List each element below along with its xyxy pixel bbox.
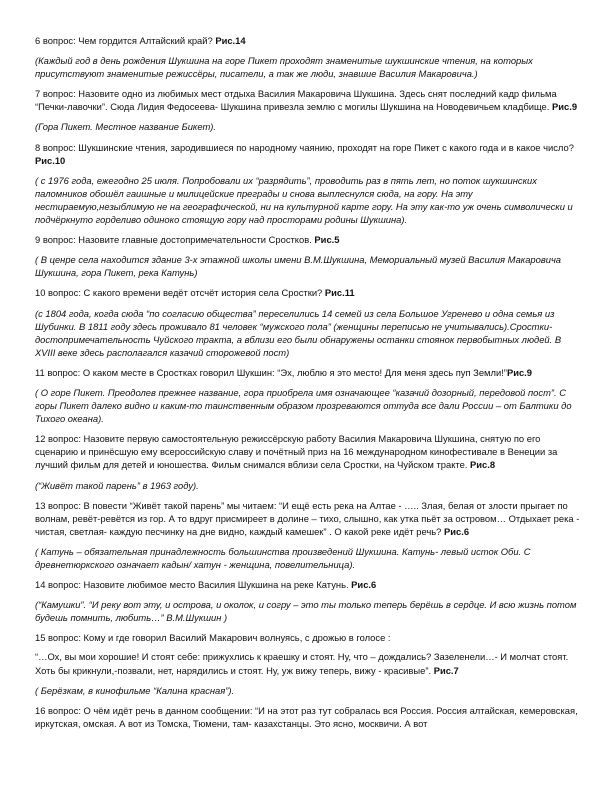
question-text: 7 вопрос: Назовите одно из любимых мест отдыха Василия Макаровича Шукшина. Здесь снят последний кадр фильма “Печки-лавочки”. Сюда Лидия Федосеева- Шукшина привезла землю с могилы Шукшина на Новодевичьем кладбище. [35,88,557,113]
question-16 [35,704,580,730]
question-8 [35,141,580,167]
question-9 [35,233,580,246]
answer-8: ( с 1976 года, ежегодно 25 июля. Попробовали их “разрядить”, проводить раз в пять лет, но поток шукшинских паломников обошёл гаишные и милицейские преграды и снова выплеснулся сюда, на гору. На эту нестираемую,незыблимую не на географической, ни на культурной карте гору. На эту как-то уж очень символически и подчёркнуто горделиво одиноко стоящую гору над просторами родины Шукшина). [35,174,573,226]
figure-reference: Рис.14 [215,35,246,46]
question-11 [35,366,580,379]
question-text: 14 вопрос: Назовите любимое место Василия Шукшина на реке Катунь. [35,579,352,591]
answer-6: (Каждый год в день рождения Шукшина на горе Пикет проходят знаменитые шукшинские чтения, на которых присутствуют знаменитые режиссёры, писатели, а так же люди, знавшие Василия Макаровича.) [35,55,533,80]
question-text: 15 вопрос: Кому и где говорил Василий Макарович волнуясь, с дрожью в голосе : [35,632,391,644]
question-text: 13 вопрос: В повести “Живёт такой парень” мы читаем: “И ещё есть река на Алтае - ….. Злая, белая от злости прыгает по волнам, ревёт-ревётся из гор. А то вдруг присмиреет в долине – тихо, слышно, как утка пьёт за островом… Отдыхает река - чистая, светлая- каждую песчинку на дне видно, каждый камешек” . О какой реке идёт речь? [35,499,580,537]
figure-reference: Рис.6 [351,579,377,591]
question-14 [35,578,580,591]
answer-9: ( В ценре села находится здание 3-х этажной школы имени В.М.Шукшина, Мемориальный музей Василия Макаровича Шукшина, гора Пикет, река Катунь) [35,254,562,279]
question-13 [35,499,580,538]
question-15-quote [35,650,580,676]
quote-text: “…Ох, вы мои хорошие! И стоят себе: прижухлись к краешку и стоят. Ну, что – дождались? Зазеленели…- И молчат стоят. Хоть бы крикнули,-позвали, нет, нарядились и стоят. Ну, уж вижу теперь, вижу - красивые”. [35,651,569,676]
question-15 [35,631,580,644]
figure-reference: Рис.6 [444,525,470,537]
answer-11: ( О горе Пикет. Преодолев прежнее название, гора приобрела имя означающее “казачий дозорный, передовой пост”. С горы Пикет далеко видно и каким-то таинственным образом прозреваются оттуда все дали России – от Балтики до Тихого океана). [35,386,572,425]
question-12 [35,432,580,471]
figure-reference: Рис.7 [433,664,459,676]
question-text: 6 вопрос: Чем гордится Алтайский край? [35,35,216,46]
answer-13: ( Катунь – обязательная принадлежность большинства произведений Шукшина. Катунь- левый исток Оби. С древнетюркского означает кадын/ хатун - женщина, повелительница). [35,545,531,570]
question-10 [35,286,580,299]
question-6 [35,34,580,47]
question-7 [35,87,580,113]
figure-reference: Рис.10 [35,154,66,166]
answer-14: (“Камушки”. “И реку вот эту, и острова, и околок, и согру – это ты только теперь берёшь в сердце. И всю жизнь потом будешь помнить, любить…” В.М.Шукшин ) [35,599,577,624]
question-text: 11 вопрос: О каком месте в Сростках говорил Шукшин: “Эх, люблю я это место! Для меня здесь пуп Земли!” [35,366,507,378]
figure-reference: Рис.5 [314,234,340,246]
figure-reference: Рис.8 [470,459,496,471]
answer-10: (с 1804 года, когда сюда “по согласию общества” переселились 14 семей из села Большое Угренево и одна семья из Шубинки. В 1811 году здесь проживало 81 человек “мужского пола” (женщины переписью не учитывались).Сростки- достопримечательность Чуйского тракта, а вблизи его были обнаружены останки стоянок первобытных людей. В XVIII веке здесь располагался казачий сторожевой пост) [35,307,562,358]
document-page [35,34,580,737]
answer-15: ( Берёзкам, в кинофильме “Калина красная”). [35,684,235,696]
question-text: 10 вопрос: С какого времени ведёт отсчёт история села Сростки? [35,287,325,299]
question-text: 16 вопрос: О чём идёт речь в данном сообщении: “И на этот раз тут собралась вся Россия. Россия алтайская, кемеровская, иркутская, омская. А вот из Томска, Тюмени, там- казахстанцы. Это ясно, москвичи. А вот [35,704,578,729]
figure-reference: Рис.11 [324,287,355,299]
question-text: 8 вопрос: Шукшинские чтения, зародившиеся по народному чаянию, проходят на горе Пикет с какого года и в какое число? [35,141,574,153]
question-text: 12 вопрос: Назовите первую самостоятельную режиссёрскую работу Василия Макаровича Шукшина, снятую по его сценарию и принёсшую ему всероссийскую славу и почётный приз на 16 международном кинофестивале в Венеции за лучший фильм для детей и юношества. Фильм снимался вблизи села Сростки, на Чуйском тракте. [35,433,558,471]
figure-reference: Рис.9 [506,366,532,378]
figure-reference: Рис.9 [551,101,578,113]
question-text: 9 вопрос: Назовите главные достопримечательности Сростков. [35,234,315,246]
answer-7: (Гора Пикет. Местное название Бикет). [35,121,217,133]
answer-12: (“Живёт такой парень” в 1963 году). [35,479,199,491]
